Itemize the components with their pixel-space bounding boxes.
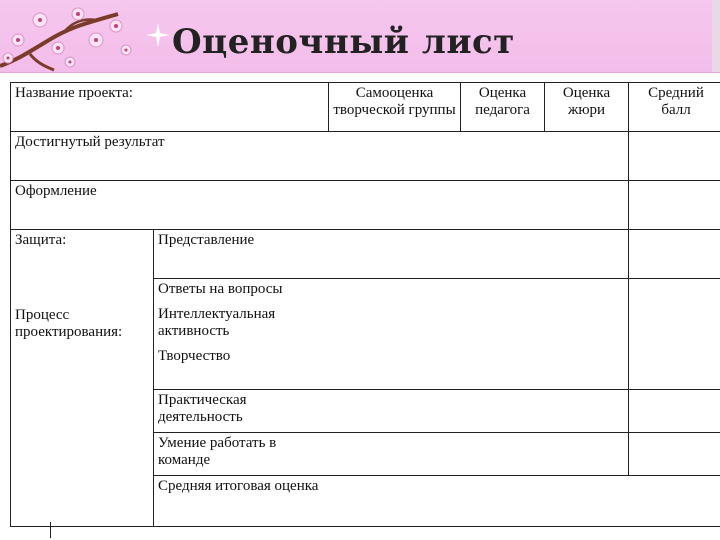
design-cell [11,181,629,230]
table-row [11,181,720,230]
assessment-table [10,82,720,527]
project-name-cell [11,83,329,132]
sakura-branch-icon [0,0,150,72]
score-cell [629,230,720,279]
process-line2: проектирования: [15,324,123,340]
teamwork-cell [154,433,629,476]
process-line1: Процесс [15,307,70,323]
self-assessment-line2: творческой группы [333,102,456,118]
design-label: Оформление [15,183,97,199]
jury-header [545,83,629,132]
intellect-line2: активность [158,323,230,339]
header-edge [712,0,720,72]
process-block [15,307,149,341]
self-assessment-header [329,83,461,132]
final-label: Средняя итоговая оценка [158,478,319,494]
result-cell [11,132,629,181]
answers-label: Ответы на вопросы [158,281,283,297]
result-label: Достигнутый результат [15,134,165,150]
jury-line1: Оценка [562,85,611,101]
header-row [11,83,720,132]
table-row [11,132,720,181]
defense-process-cell [11,230,154,527]
teacher-line1: Оценка [478,85,527,101]
teamwork-line1: Умение работать в [158,435,277,451]
score-cell [629,181,720,230]
self-assessment-line1: Самооценка [355,85,434,101]
table-row [11,230,720,279]
practical-line2: деятельность [158,409,243,425]
score-cell [629,390,720,433]
teacher-line2: педагога [475,102,530,118]
project-name-label: Название проекта: [15,85,133,101]
score-cell [629,433,720,476]
average-line1: Средний [648,85,704,101]
sparkle-icon [145,22,171,48]
page-title: Оценочный лист [172,22,515,62]
final-cell [154,476,720,527]
answers-cell [154,279,629,390]
creativity-label: Творчество [158,348,231,364]
score-cell [629,132,720,181]
intellect-label [158,306,624,340]
average-line2: балл [661,102,691,118]
jury-line2: жюри [567,102,606,118]
presentation-label: Представление [158,232,255,248]
practical-line1: Практическая [158,392,247,408]
practical-cell [154,390,629,433]
score-cell [629,279,720,390]
teamwork-line2: команде [158,452,211,468]
bottom-divider [50,522,51,538]
presentation-cell [154,230,629,279]
intellect-line1: Интеллектуальная [158,306,276,322]
average-header [629,83,720,132]
teacher-header [461,83,545,132]
defense-label: Защита: [15,232,67,248]
header-band [0,0,720,73]
